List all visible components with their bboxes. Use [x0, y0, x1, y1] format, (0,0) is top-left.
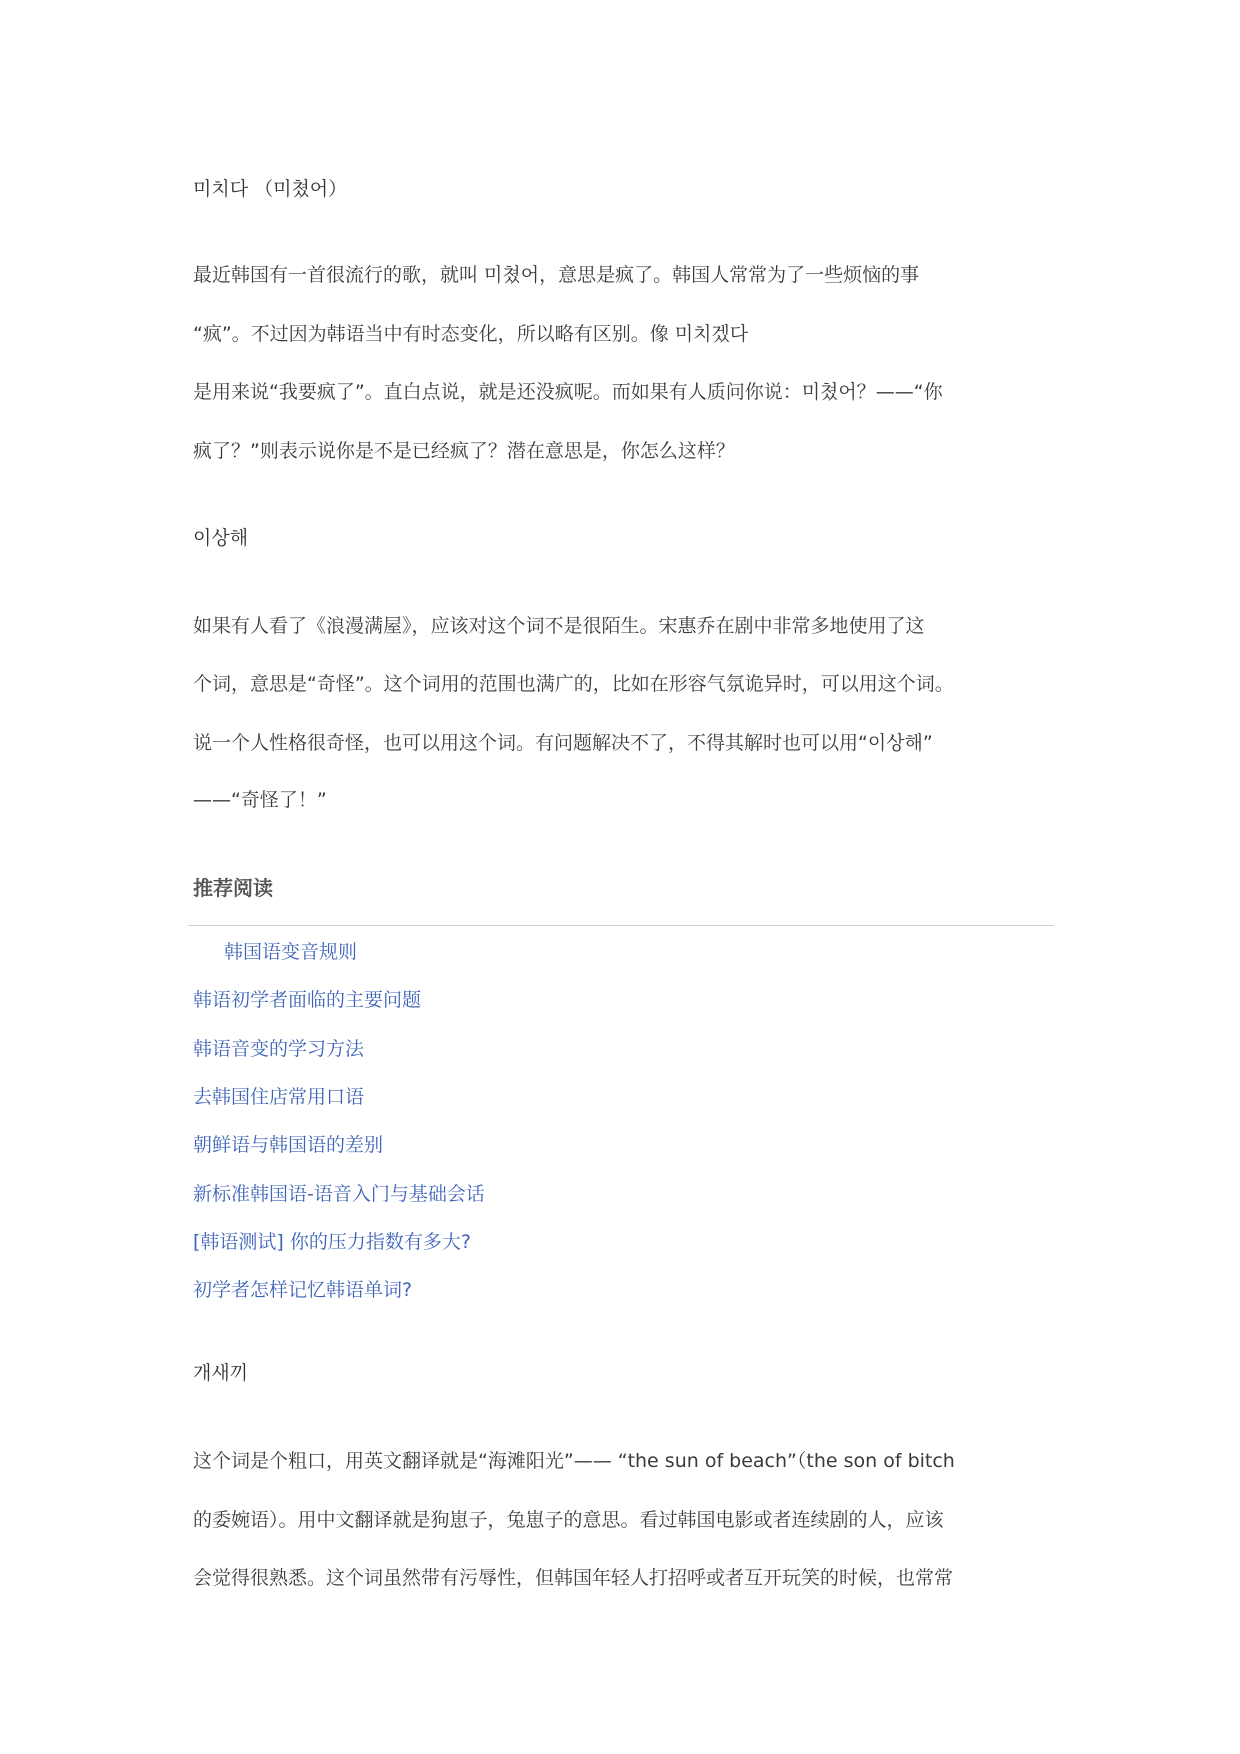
paragraph-line: 说一个人性格很奇怪，也可以用这个词。有问题解决不了，不得其解时也可以用“이상해”: [193, 732, 933, 754]
recommended-link[interactable]: 初学者怎样记忆韩语单词?: [193, 1279, 413, 1301]
paragraph-line: 这个词是个粗口，用英文翻译就是“海滩阳光”—— “the sun of beach”（the son of bitch: [193, 1450, 955, 1472]
recommended-link[interactable]: 朝鲜语与韩国语的差别: [193, 1134, 384, 1156]
paragraph-line: 个词，意思是“奇怪”。这个词用的范围也满广的，比如在形容气氛诡异时，可以用这个词。: [193, 673, 954, 695]
paragraph-line: 的委婉语）。用中文翻译就是狗崽子，兔崽子的意思。看过韩国电影或者连续剧的人，应该: [193, 1509, 944, 1531]
recommended-link[interactable]: 韩语初学者面临的主要问题: [193, 989, 422, 1011]
section-heading-michida: 미치다 （미쳤어）: [193, 178, 348, 200]
recommended-link[interactable]: [韩语测试] 你的压力指数有多大?: [193, 1231, 471, 1253]
paragraph-line: 疯了？”则表示说你是不是已经疯了？潜在意思是，你怎么这样？: [193, 440, 735, 462]
divider: [188, 925, 1054, 926]
paragraph-line: 如果有人看了《浪漫满屋》，应该对这个词不是很陌生。宋惠乔在剧中非常多地使用了这: [193, 615, 925, 637]
recommended-link[interactable]: 韩语音变的学习方法: [193, 1038, 365, 1060]
paragraph-line: ——“奇怪了！”: [193, 789, 327, 811]
section-heading-isanghae: 이상해: [193, 527, 249, 549]
recommended-reading-title: 推荐阅读: [193, 876, 273, 900]
paragraph-line: 是用来说“我要疯了”。直白点说，就是还没疯呢。而如果有人质问你说：미쳤어？——“你: [193, 381, 943, 403]
paragraph-line: “疯”。不过因为韩语当中有时态变化，所以略有区别。像 미치겠다: [193, 323, 749, 345]
recommended-link[interactable]: 新标准韩国语-语音入门与基础会话: [193, 1183, 485, 1205]
recommended-link[interactable]: 去韩国住店常用口语: [193, 1086, 365, 1108]
paragraph-line: 会觉得很熟悉。这个词虽然带有污辱性，但韩国年轻人打招呼或者互开玩笑的时候，也常常: [193, 1567, 954, 1589]
section-heading-gaesaekki: 개새끼: [193, 1362, 249, 1384]
recommended-link[interactable]: 韩国语变音规则: [224, 941, 358, 963]
paragraph-line: 最近韩国有一首很流行的歌，就叫 미쳤어，意思是疯了。韩国人常常为了一些烦恼的事: [193, 264, 920, 286]
